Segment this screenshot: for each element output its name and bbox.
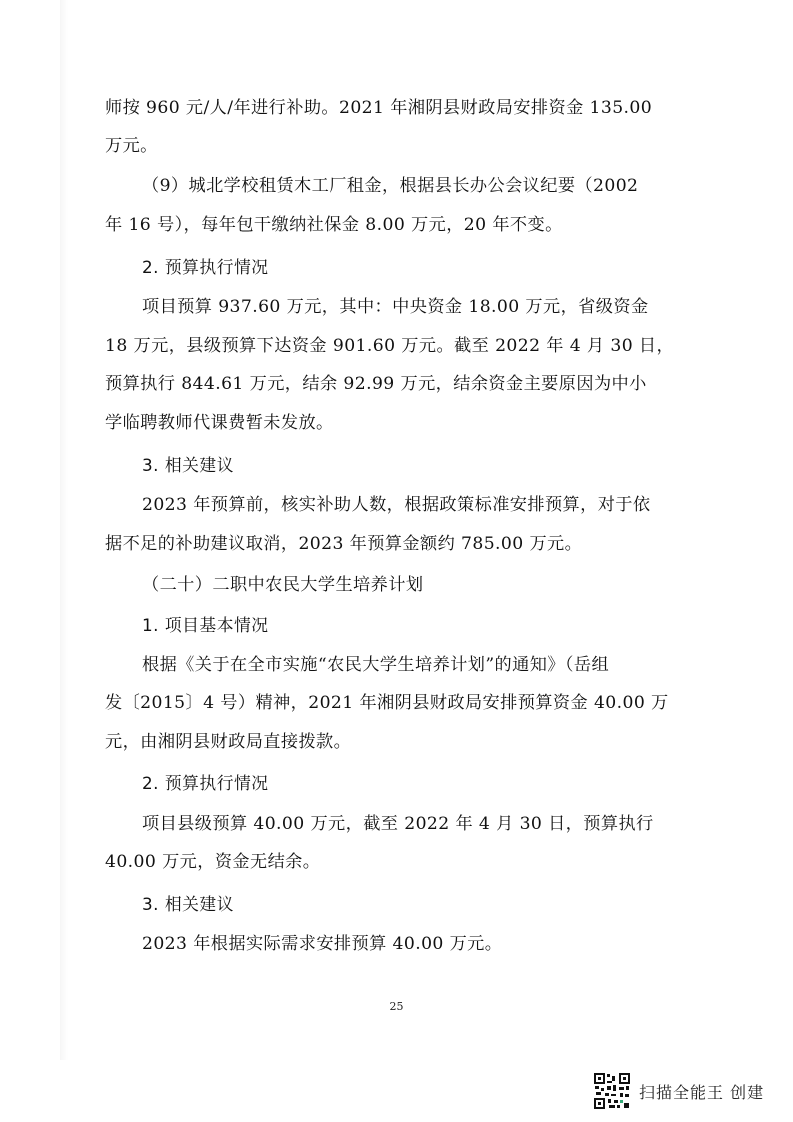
scan-edge-shadow — [60, 0, 68, 1060]
section-heading: 3. 相关建议 — [142, 894, 234, 914]
scanner-watermark — [593, 1072, 764, 1110]
paragraph-line: （9）城北学校租赁木工厂租金，根据县长办公会议纪要（2002 — [142, 176, 639, 196]
paragraph-line: 2023 年根据实际需求安排预算 40.00 万元。 — [142, 934, 503, 954]
paragraph-line: 发〔2015〕4 号）精神，2021 年湘阴县财政局安排预算资金 40.00 万 — [105, 693, 669, 713]
paragraph-line: 项目县级预算 40.00 万元，截至 2022 年 4 月 30 日，预算执行 — [142, 814, 654, 834]
paragraph-line: 项目预算 937.60 万元，其中：中央资金 18.00 万元，省级资金 — [142, 297, 649, 317]
section-heading: 3. 相关建议 — [142, 455, 234, 475]
paragraph-line: 元，由湘阴县财政局直接拨款。 — [105, 732, 352, 752]
qr-code-icon — [593, 1072, 631, 1110]
paragraph-line: 18 万元，县级预算下达资金 901.60 万元。截至 2022 年 4 月 30 日， — [105, 336, 675, 356]
paragraph-line: 学临聘教师代课费暂未发放。 — [105, 413, 334, 433]
paragraph-line: 预算执行 844.61 万元，结余 92.99 万元，结余资金主要原因为中小 — [105, 374, 647, 394]
paragraph-line: 师按 960 元/人/年进行补助。2021 年湘阴县财政局安排资金 135.00 — [105, 98, 653, 118]
paragraph-line: 万元。 — [105, 136, 158, 156]
paragraph-line: 年 16 号），每年包干缴纳社保金 8.00 万元，20 年不变。 — [105, 215, 563, 235]
paragraph-line: 据不足的补助建议取消，2023 年预算金额约 785.00 万元。 — [105, 534, 583, 554]
page-number: 25 — [389, 1000, 404, 1013]
section-heading: 2. 预算执行情况 — [142, 773, 269, 793]
chapter-heading: （二十）二职中农民大学生培养计划 — [142, 575, 424, 595]
watermark-label: 扫描全能王 创建 — [639, 1082, 765, 1102]
section-heading: 1. 项目基本情况 — [142, 615, 269, 635]
paragraph-line: 40.00 万元，资金无结余。 — [105, 852, 321, 872]
paragraph-line: 根据《关于在全市实施“农民大学生培养计划”的通知》（岳组 — [142, 655, 610, 675]
paragraph-line: 2023 年预算前，核实补助人数，根据政策标准安排预算，对于依 — [142, 495, 651, 515]
section-heading: 2. 预算执行情况 — [142, 257, 269, 277]
